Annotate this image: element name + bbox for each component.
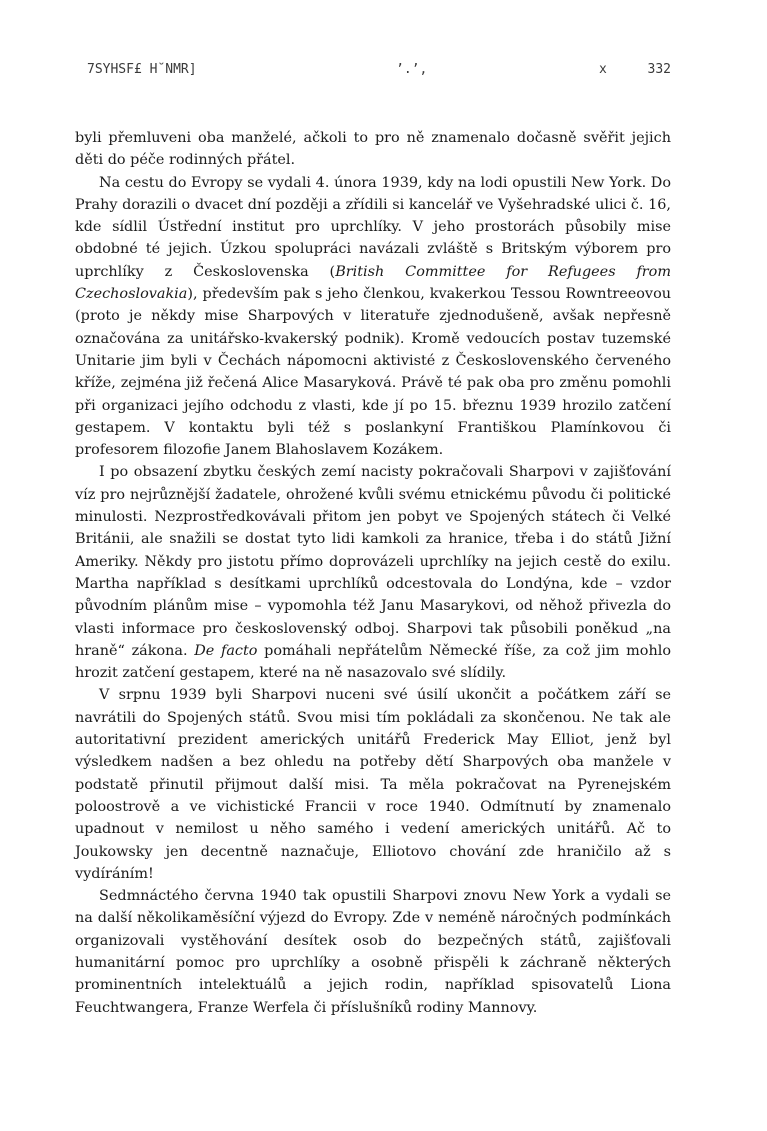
- italic-text-segment: De facto: [194, 642, 258, 659]
- text-segment: I po obsazení zbytku českých zemí nacisty pokračovali Sharpovi v zajišťování víz pro nejrůznější žadatele, ohrožené kvůli svému etnickému původu či politické minulosti. Nezprostředkovávali přitom jen pobyt ve Spojených státech či Velké Británii, ale snažili se dostat tyto lidi kamkoli za hranice, třeba i do států Jižní Ameriky. Někdy pro jistotu přímo doprovázeli uprchlíky na jejich cestě do exilu. Martha například s desítkami uprchlíků odcestovala do Londýna, kde – vzdor původním plánům mise – vypomohla též Janu Masarykovi, od něhož přivezla do vlasti informace pro československý odboj. Sharpovi tak působili poněkud „na hraně“ zákona.: [75, 464, 671, 659]
- text-segment: byli přemluveni oba manželé, ačkoli to pro ně znamenalo dočasně svěřit jejich děti do péče rodinných přátel.: [75, 130, 671, 169]
- running-header: [87, 62, 671, 82]
- running-head-title: 7SYHSF£ H˘NMR]: [87, 62, 197, 77]
- text-segment: pomáhali nepřátelům Německé říše, za což jim mohlo hrozit zatčení gestapem, které na ně nasazovalo své slídily.: [75, 642, 671, 682]
- running-head-marks: ’.’,: [396, 62, 428, 77]
- paragraph: [75, 461, 671, 684]
- running-head-mark: x: [599, 62, 607, 77]
- paragraph: [75, 172, 671, 462]
- page-number: 332: [647, 62, 671, 77]
- body-text: [75, 127, 671, 1019]
- paragraph: [75, 684, 671, 885]
- text-segment: Na cestu do Evropy se vydali 4. února 1939, kdy na lodi opustili New York. Do Prahy dorazili o dvacet dní později a zřídili si kancelář ve Vyšehradské ulici č. 16, kde sídlil Ústřední institut pro uprchlíky. V jeho prostorách působily mise obdobné té jejich. Úzkou spolupráci navázali zvláště s Britským výborem pro uprchlíky z Československa (: [75, 174, 671, 280]
- paragraph: [75, 127, 671, 172]
- text-segment: ), především pak s jeho členkou, kvakerkou Tessou Rowntreeovou (proto je někdy mise Sharpových v literatuře zjednodušeně, avšak nepřesně označována za unitářsko-kvakerský podnik). Kromě vedoucích postav tuzemské Unitarie jim byli v Čechách nápomocni aktivisté z Československého červeného kříže, zejména již řečená Alice Masaryková. Právě té pak oba pro změnu pomohli při organizaci jejího odchodu z vlasti, kde jí po 15. březnu 1939 hrozilo zatčení gestapem. V kontaktu byli též s poslankyní Františkou Plamínkovou či profesorem filozofie Janem Blahoslavem Kozákem.: [75, 286, 671, 459]
- text-segment: Sedmnáctého června 1940 tak opustili Sharpovi znovu New York a vydali se na další několikaměsíční výjezd do Evropy. Zde v neméně náročných podmínkách organizovali vystěhování desítek osob do bezpečných států, zajišťovali humanitární pomoc pro uprchlíky a osobně přispěli k záchraně některých prominentních intelektuálů a jejich rodin, například spisovatelů Liona Feuchtwangera, Franze Werfela či příslušníků rodiny Mannovy.: [75, 888, 671, 1016]
- text-segment: V srpnu 1939 byli Sharpovi nuceni své úsilí ukončit a počátkem září se navrátili do Spojených států. Svou misi tím pokládali za skončenou. Ne tak ale autoritativní prezident amerických unitářů Frederick May Elliot, jenž byl výsledkem nadšen a bez ohledu na potřeby dětí Sharpových oba manžele v podstatě přinutil přijmout další misi. Ta měla pokračovat na Pyrenejském poloostrově a ve vichistické Francii v roce 1940. Odmítnutí by znamenalo upadnout v nemilost u něho samého i vedení amerických unitářů. Ač to Joukowsky jen decentně naznačuje, Elliotovo chování zde hraničilo až s vydíráním!: [75, 687, 671, 882]
- paragraph: [75, 885, 671, 1019]
- italic-text-segment: British Committee for Refugees from Czechoslovakia: [75, 263, 671, 303]
